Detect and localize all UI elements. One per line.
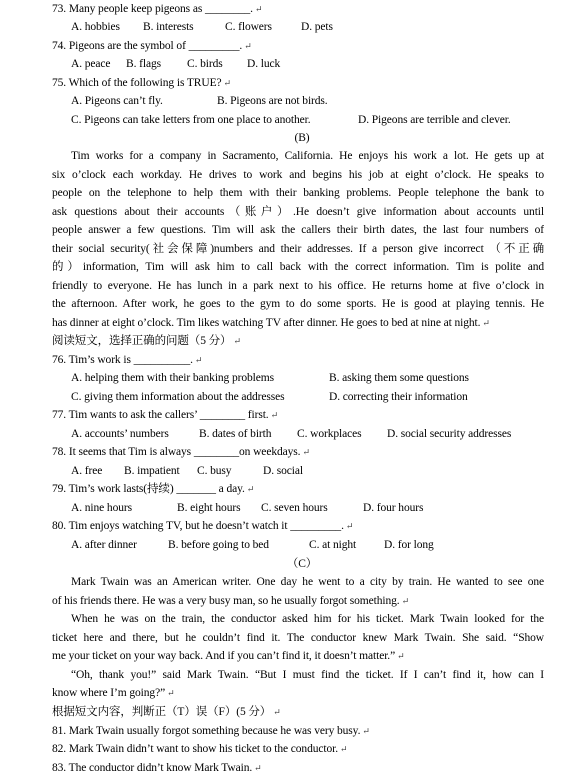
question-76-options-row1 (71, 369, 551, 387)
option-d: D. luck (247, 58, 281, 70)
option-a: A. hobbies (71, 21, 120, 33)
option-c: C. flowers (225, 21, 272, 33)
passage-line: friendly to everyone. He has lunch in a park next to his office. He returns home at five o’clock in (52, 280, 544, 292)
option-b: B. before going to bed (168, 539, 269, 551)
option-c: C. at night (309, 539, 357, 551)
passage-line: ask questions about their accounts（账户）.He doesn’t give information about accounts until (52, 206, 544, 218)
question-75-stem: 75. Which of the following is TRUE? ↵ (52, 77, 231, 89)
option-c: C. workplaces (297, 428, 362, 440)
passage-line: people on the telephone to help them with their banking problems. People telephone the bank to (52, 187, 544, 199)
option-c: C. Pigeons can take letters from one place to another. (71, 114, 311, 126)
option-b: B. dates of birth (199, 428, 272, 440)
passage-line: Tim works for a company in Sacramento, California. He enjoys his work a lot. He gets up at (71, 150, 544, 162)
option-c: C. busy (197, 465, 232, 477)
statement-81: 81. Mark Twain usually forgot something because he was very busy. ↵ (52, 725, 370, 737)
passage-line: ticket here and there, but he couldn’t find it. The conductor knew Mark Twain. She said. “Show (52, 632, 544, 644)
section-c-heading: （C） (286, 558, 318, 570)
statement-82: 82. Mark Twain didn’t want to show his ticket to the conductor. ↵ (52, 743, 348, 755)
option-d: D. for long (384, 539, 434, 551)
option-c: C. giving them information about the addresses (71, 391, 285, 403)
question-76-options-row2 (71, 388, 551, 406)
passage-line: six o’clock each workday. He drives to work and begins his job at eight o’clock. He speaks to (52, 169, 544, 181)
option-b: B. eight hours (177, 502, 241, 514)
question-73-options (71, 18, 571, 36)
option-d: D. social (263, 465, 303, 477)
option-b: B. interests (143, 21, 194, 33)
option-c: C. birds (187, 58, 223, 70)
question-79-options (71, 499, 571, 517)
passage-line: When he was on the train, the conductor asked him for his ticket. Mark Twain looked for the (71, 613, 544, 625)
section-c-instruction: 根据短文内容，判断正（T）误（F）(5 分） ↵ (52, 706, 281, 718)
option-b: B. flags (126, 58, 161, 70)
question-77-stem: 77. Tim wants to ask the callers’ ________ first. ↵ (52, 409, 279, 421)
question-74-stem: 74. Pigeons are the symbol of _________. ↵ (52, 40, 252, 52)
option-c: C. seven hours (261, 502, 328, 514)
passage-line: their social security(社会保障)numbers and their addresses. If a person give incorrect （不正确 (52, 243, 544, 255)
question-75-options-row1 (71, 92, 571, 110)
passage-line: me your ticket on your way back. And if you can’t find it, it doesn’t matter.” ↵ (52, 650, 405, 662)
option-d: D. four hours (363, 502, 424, 514)
option-b: B. asking them some questions (329, 372, 469, 384)
question-78-options (71, 462, 571, 480)
passage-line: “Oh, thank you!” said Mark Twain. “But I must find the ticket. If I can’t find it, how can I (71, 669, 544, 681)
statement-83: 83. The conductor didn’t know Mark Twain. ↵ (52, 762, 262, 774)
option-a: A. peace (71, 58, 111, 70)
option-a: A. accounts’ numbers (71, 428, 169, 440)
passage-line-last: has dinner at eight o’clock. Tim likes watching TV after dinner. He goes to bed at nine at night. ↵ (52, 317, 490, 329)
passage-line: of his friends there. He was a very busy man, so he usually forgot something. ↵ (52, 595, 410, 607)
question-74-options (71, 55, 571, 73)
passage-line: Mark Twain was an American writer. One day he went to a city by train. He wanted to see one (71, 576, 544, 588)
question-78-stem: 78. It seems that Tim is always ________on weekdays. ↵ (52, 446, 310, 458)
section-b-instruction: 阅读短文，选择正确的问题（5 分） ↵ (52, 335, 241, 347)
passage-line: the afternoon. After work, he goes to the gym to do some sports. He is good at playing tennis. He (52, 298, 544, 310)
option-a: A. helping them with their banking problems (71, 372, 274, 384)
option-d: D. Pigeons are terrible and clever. (358, 114, 511, 126)
question-77-options (71, 425, 551, 443)
question-75-options-row2 (71, 111, 551, 129)
option-b: B. impatient (124, 465, 180, 477)
passage-line: 的）information, Tim will ask him to call back with the correct information. Tim is polite and (52, 261, 544, 273)
section-b-heading: (B) (294, 132, 310, 144)
question-76-stem: 76. Tim’s work is __________. ↵ (52, 354, 203, 366)
option-a: A. Pigeons can’t fly. (71, 95, 163, 107)
question-79-stem: 79. Tim’s work lasts(持续) _______ a day. ↵ (52, 483, 255, 495)
passage-line: know where I’m going?” ↵ (52, 687, 175, 699)
option-a: A. after dinner (71, 539, 137, 551)
option-d: D. social security addresses (387, 428, 512, 440)
question-80-stem: 80. Tim enjoys watching TV, but he doesn’t watch it _________. ↵ (52, 520, 354, 532)
option-a: A. nine hours (71, 502, 132, 514)
passage-line: people answer a few questions. Tim will ask the callers their birth dates, the last four numbers of (52, 224, 544, 236)
option-d: D. correcting their information (329, 391, 468, 403)
question-73-stem: 73. Many people keep pigeons as ________. ↵ (52, 3, 263, 15)
question-80-options (71, 536, 571, 554)
option-a: A. free (71, 465, 103, 477)
option-b: B. Pigeons are not birds. (217, 95, 328, 107)
option-d: D. pets (301, 21, 333, 33)
